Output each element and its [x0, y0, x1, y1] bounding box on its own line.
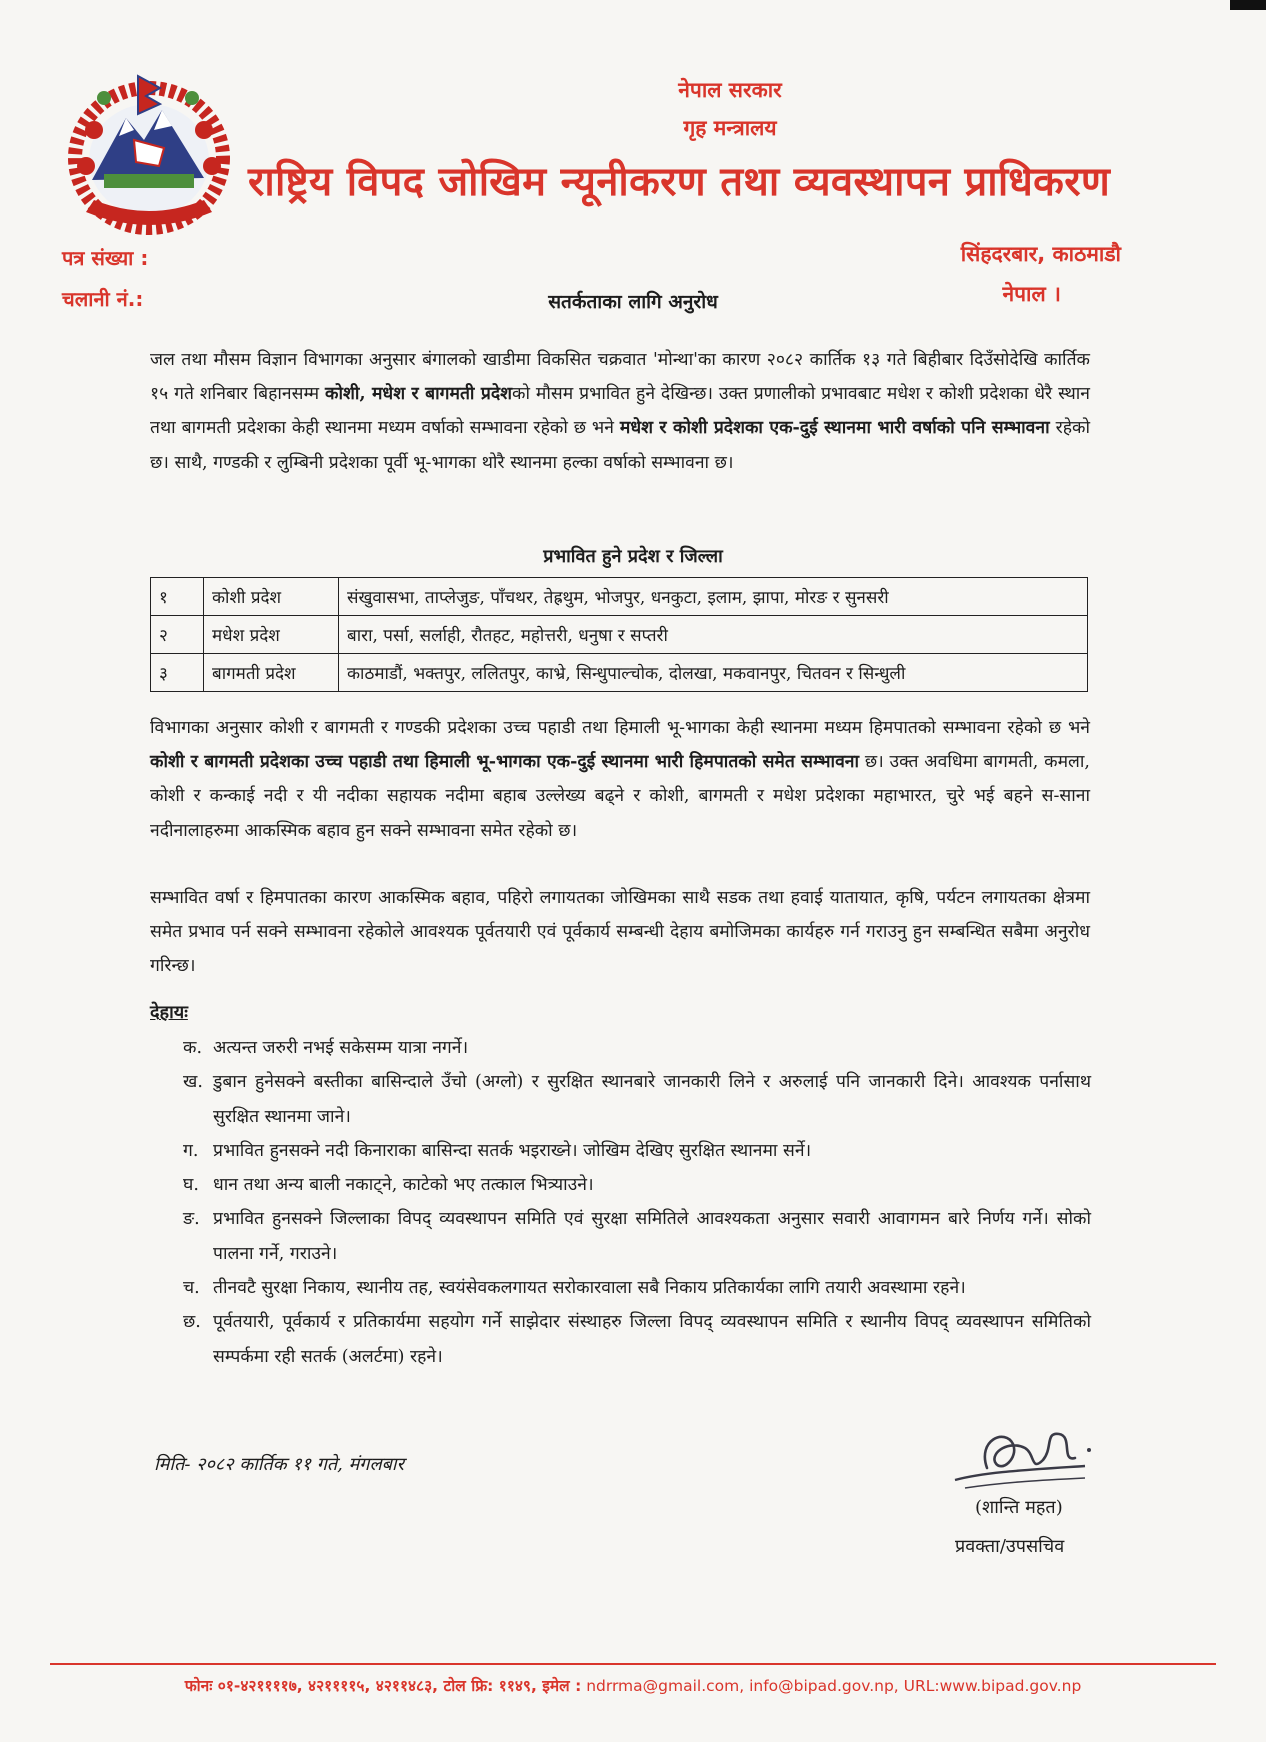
nepal-emblem-icon	[64, 70, 234, 240]
list-text: तीनवटै सुरक्षा निकाय, स्थानीय तह, स्वयंसेवकलगायत सरोकारवाला सबै निकाय प्रतिकार्यका लागि तयारी अवस्थामा रहने।	[213, 1278, 966, 1299]
footer-divider	[50, 1663, 1216, 1665]
reference-number-label: पत्र संख्या :	[62, 246, 149, 270]
address-line-2: नेपाल ।	[1002, 282, 1061, 306]
footer-email-url: ndrrma@gmail.com, info@bipad.gov.np, URL:www.bipad.gov.np	[581, 1677, 1082, 1695]
list-item	[183, 1031, 1091, 1065]
table-row	[151, 654, 1088, 692]
para2-text-1: विभागका अनुसार कोशी र बागमती र गण्डकी प्रदेशका उच्च पहाडी तथा हिमाली भू-भागका केही स्थानमा मध्यम हिमपातको सम्भावना रहेको छ भने	[150, 718, 1090, 738]
para1-text-3: रहेको छ। साथै, गण्डकी र लुम्बिनी प्रदेशका पूर्वी भू-भागका थोरै स्थानमा हल्का वर्षाको सम्भावना छ।	[150, 418, 1090, 473]
affected-districts-table	[150, 577, 1088, 692]
paragraph-request: सम्भावित वर्षा र हिमपातका कारण आकस्मिक बहाव, पहिरो लगायतका जोखिमका साथै सडक तथा हवाई यातायात, कृषि, पर्यटन लगायतका क्षेत्रमा समेत प्रभाव पर्न सक्ने सम्भावना रहेकोले आवश्यक पूर्वतयारी एवं पूर्वकार्य सम्बन्धी देहाय बमोजिमका कार्यहरु गर्न गराउनु हुन सम्बन्धित सबैमा अनुरोध गरिन्छ।	[150, 888, 1090, 977]
list-item	[183, 1134, 1091, 1168]
list-marker: घ.	[183, 1175, 199, 1196]
row-number: ३	[151, 654, 204, 692]
list-text: धान तथा अन्य बाली नकाट्ने, काटेको भए तत्काल भित्र्याउने।	[213, 1175, 594, 1196]
authority-title: राष्ट्रिय विपद जोखिम न्यूनीकरण तथा व्यवस्थापन प्राधिकरण	[248, 159, 1111, 205]
footer-contact	[0, 1674, 1266, 1696]
letter-date: मिति- २०८२ कार्तिक ११ गते, मंगलबार	[154, 1454, 404, 1475]
paragraph-snowfall-forecast	[150, 711, 1090, 848]
para1-text-1: जल तथा मौसम विज्ञान विभागका अनुसार बंगालको खाडीमा विकसित चक्रवात 'मोन्था'का कारण २०८२ कार्तिक १३ गते बिहीबार दिउँसोदेखि कार्तिक १५ गते शनिबार बिहानसम्म	[150, 350, 1090, 405]
dispatch-number-label: चलानी नं.:	[62, 287, 144, 311]
table-row	[151, 578, 1088, 616]
row-number: २	[151, 616, 204, 654]
table-title: प्रभावित हुने प्रदेश र जिल्ला	[543, 546, 723, 567]
instructions-heading: देहायः	[150, 1002, 188, 1023]
para1-bold-1: कोशी, मधेश र बागमती प्रदेश	[325, 384, 513, 405]
province-cell: मधेश प्रदेश	[204, 616, 339, 654]
districts-cell: संखुवासभा, ताप्लेजुङ, पाँचथर, तेह्रथुम, भोजपुर, धनकुटा, इलाम, झापा, मोरङ र सुनसरी	[339, 578, 1088, 616]
ministry-heading: गृह मन्त्रालय	[683, 116, 777, 140]
handwritten-signature	[935, 1410, 1105, 1500]
districts-cell: बारा, पर्सा, सर्लाही, रौतहट, महोत्तरी, धनुषा र सप्तरी	[339, 616, 1088, 654]
list-marker: ग.	[183, 1140, 199, 1161]
list-item	[183, 1271, 1091, 1305]
list-marker: च.	[183, 1278, 200, 1299]
list-item	[183, 1305, 1091, 1374]
districts-cell: काठमाडौं, भक्तपुर, ललितपुर, काभ्रे, सिन्धुपाल्चोक, दोलखा, मकवानपुर, चितवन र सिन्धुली	[339, 654, 1088, 692]
list-item	[183, 1202, 1091, 1271]
paragraph-rainfall-forecast	[150, 343, 1090, 480]
para2-bold-1: कोशी र बागमती प्रदेशका उच्च पहाडी तथा हिमाली भू-भागका एक-दुई स्थानमा भारी हिमपातको समेत सम्भावना	[150, 752, 860, 773]
province-cell: कोशी प्रदेश	[204, 578, 339, 616]
signatory-name: (शान्ति महत)	[975, 1497, 1063, 1518]
signatory-title: प्रवक्ता/उपसचिव	[955, 1536, 1065, 1557]
list-item	[183, 1168, 1091, 1202]
province-cell: बागमती प्रदेश	[204, 654, 339, 692]
instructions-list	[183, 1031, 1091, 1374]
list-marker: ख.	[183, 1072, 203, 1093]
footer-phone-numbers: फोनः ०१-४२११११७, ४२११११५, ४२११४८३, टोल फ्रि: ११४९, इमेल :	[184, 1677, 582, 1695]
list-marker: ङ.	[183, 1209, 200, 1230]
table-row	[151, 616, 1088, 654]
list-item	[183, 1065, 1091, 1134]
list-marker: छ.	[183, 1312, 201, 1333]
letter-subject: सतर्कताका लागि अनुरोध	[548, 291, 718, 313]
para1-bold-2: मधेश र कोशी प्रदेशका एक-दुई स्थानमा भारी वर्षाको पनि सम्भावना	[619, 418, 1050, 439]
address-line-1: सिंहदरबार, काठमाडौ	[960, 242, 1121, 266]
para1-text-2: को मौसम प्रभावित हुने देखिन्छ। उक्त प्रणालीको प्रभावबाट मधेश र कोशी प्रदेशका धेरै स्थान तथा बागमती प्रदेशका केही स्थानमा मध्यम वर्षाको सम्भावना रहेको छ भने	[150, 384, 1091, 439]
list-marker: क.	[183, 1038, 203, 1058]
row-number: १	[151, 578, 204, 616]
list-text: अत्यन्त जरुरी नभई सकेसम्म यात्रा नगर्ने।	[213, 1038, 469, 1058]
government-heading: नेपाल सरकार	[678, 78, 782, 102]
scan-corner-mark	[1230, 0, 1266, 10]
list-text: प्रभावित हुनसक्ने जिल्लाका विपद् व्यवस्थापन समिति एवं सुरक्षा समितिले आवश्यकता अनुसार सवारी आवागमन बारे निर्णय गर्ने। सोको पालना गर्ने, गराउने।	[213, 1209, 1091, 1264]
list-text: पूर्वतयारी, पूर्वकार्य र प्रतिकार्यमा सहयोग गर्ने साझेदार संस्थाहरु जिल्ला विपद् व्यवस्थापन समिति र स्थानीय विपद् व्यवस्थापन समितिको सम्पर्कमा रही सतर्क (अलर्टमा) रहने।	[213, 1312, 1091, 1367]
para2-text-2: छ। उक्त अवधिमा बागमती, कमला, कोशी र कन्काई नदी र यी नदीका सहायक नदीमा बहाब उल्लेख्य बढ्ने र कोशी, बागमती र मधेश प्रदेशका महाभारत, चुरे भई बहने स-साना नदीनालाहरुमा आकस्मिक बहाव हुन सक्ने सम्भावना समेत रहेको छ।	[150, 752, 1090, 841]
list-text: प्रभावित हुनसक्ने नदी किनाराका बासिन्दा सतर्क भइराख्ने। जोखिम देखिए सुरक्षित स्थानमा सर्ने।	[213, 1140, 812, 1161]
list-text: डुबान हुनेसक्ने बस्तीका बासिन्दाले उँचो (अग्लो) र सुरक्षित स्थानबारे जानकारी लिने र अरुलाई पनि जानकारी दिने। आवश्यक पर्नासाथ सुरक्षित स्थानमा जाने।	[213, 1072, 1091, 1127]
